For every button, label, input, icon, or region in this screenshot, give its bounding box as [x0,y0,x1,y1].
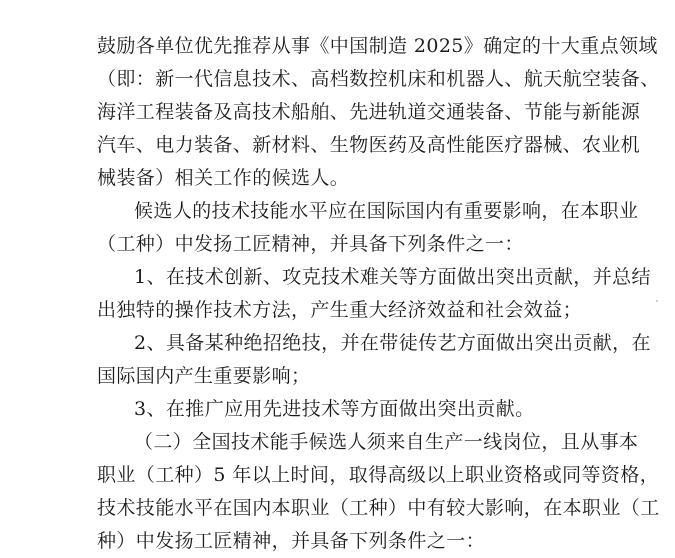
text-line: （工种）中发扬工匠精神，并具备下列条件之一： [97,233,524,255]
text-line: 汽车、电力装备、新材料、生物医药及高性能医疗器械、农业机 [97,134,641,156]
text-line: 海洋工程装备及高技术船舶、先进轨道交通装备、节能与新能源 [97,101,641,123]
text-line: 械装备）相关工作的候选人。 [97,167,350,189]
text-line: 出独特的操作技术方法，产生重大经济效益和社会效益； [97,299,583,321]
text-line: 候选人的技术技能水平应在国际国内有重要影响，在本职业 [134,200,639,222]
text-line: 种）中发扬工匠精神，并具备下列条件之一： [97,530,486,552]
text-line: 鼓励各单位优先推荐从事《中国制造 2025》确定的十大重点领域 [97,35,658,57]
text-line: 技术技能水平在国内本职业（工种）中有较大影响，在本职业（工 [97,497,660,519]
text-line: （二）全国技术能手候选人须来自生产一线岗位，且从事本 [134,431,639,453]
scan-speck [656,300,658,302]
text-line: 职业（工种）5 年以上时间，取得高级以上职业资格或同等资格， [97,464,660,486]
text-line: （即：新一代信息技术、高档数控机床和机器人、航天航空装备、 [97,68,660,90]
text-line: 1、在技术创新、攻克技术难关等方面做出突出贡献，并总结 [134,266,651,288]
text-line: 国际国内产生重要影响； [97,365,311,387]
text-line: 3、在推广应用先进技术等方面做出突出贡献。 [134,398,535,420]
text-line: 2、具备某种绝招绝技，并在带徒传艺方面做出突出贡献，在 [134,332,651,354]
